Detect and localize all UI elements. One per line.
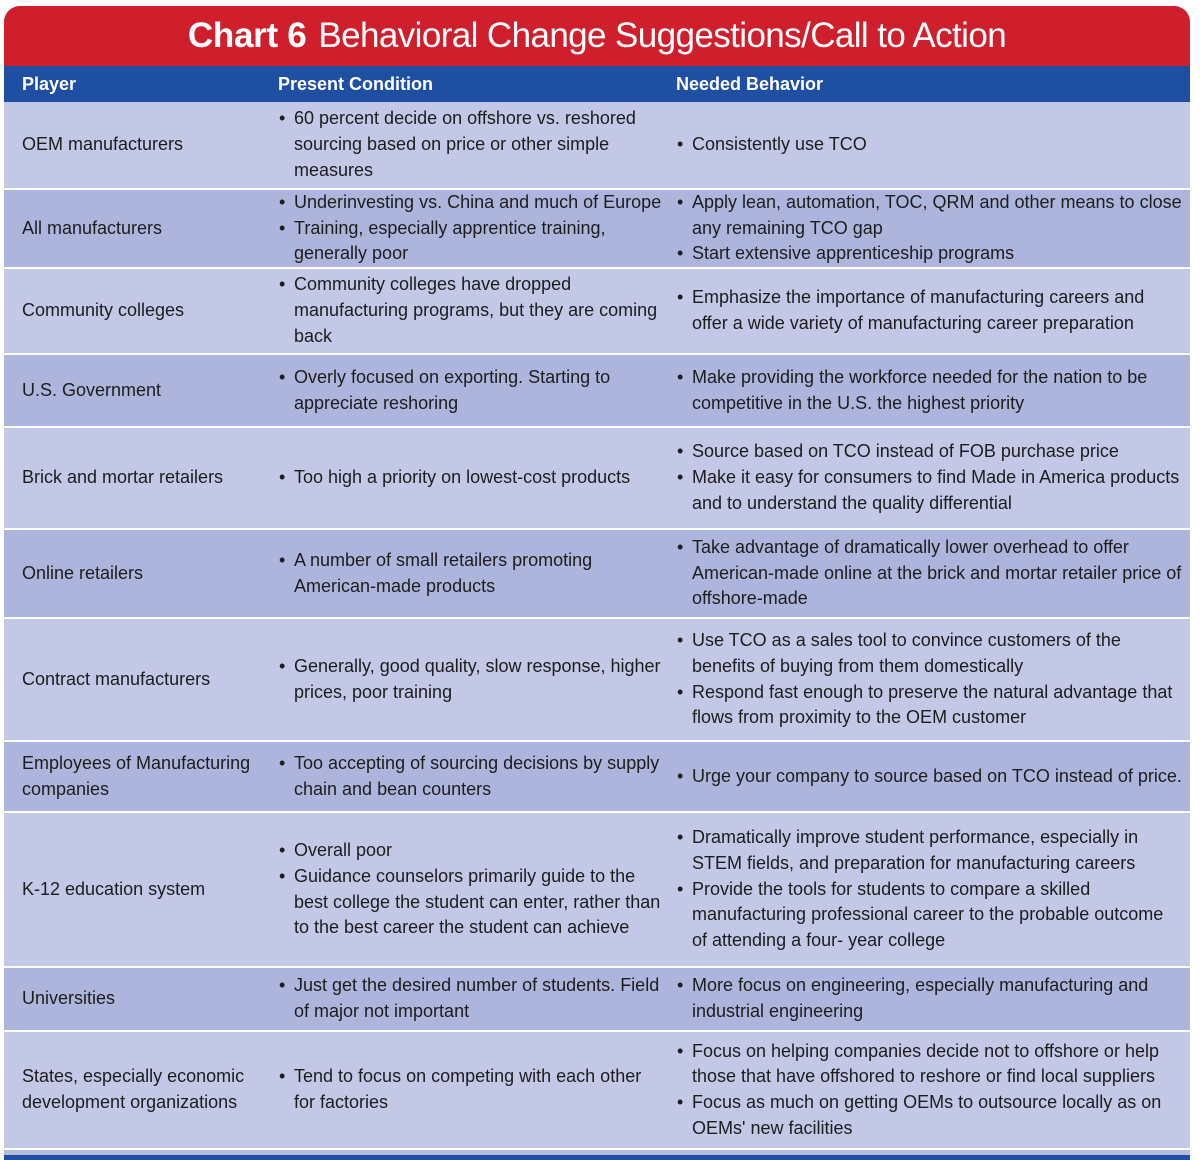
header-present-condition: Present Condition [278,73,434,94]
bullet-item: • Provide the tools for students to compare a skilled manufacturing professional career to the probable outcome of attending a four- year college [676,877,1182,954]
table-row [4,102,1190,190]
table-row [4,742,1190,813]
bullet-item: • Focus as much on getting OEMs to outsource locally as on OEMs' new facilities [676,1090,1182,1141]
present-condition-cell [266,1064,664,1115]
table-row [4,269,1190,355]
present-condition-cell [266,465,664,491]
bullet-item: • Guidance counselors primarily guide to the best college the student can enter, rather than to the best career the student can achieve [278,864,664,941]
needed-behavior-cell [664,285,1190,336]
bullet-item: • More focus on engineering, especially manufacturing and industrial engineering [676,973,1182,1024]
bullet-item: • Source based on TCO instead of FOB purchase price [676,439,1182,465]
present-condition-cell [266,838,664,941]
bullet-item: • Underinvesting vs. China and much of Europe [278,190,664,216]
player-cell: States, especially economic development organizations [22,1066,245,1112]
bullet-item: • Use TCO as a sales tool to convince customers of the benefits of buying from them domestically [676,628,1182,679]
player-cell: Community colleges [22,300,185,321]
player-cell: Universities [22,988,116,1009]
bullet-item: • Just get the desired number of students. Field of major not important [278,973,664,1024]
table-row [4,619,1190,742]
bullet-item: • Generally, good quality, slow response, higher prices, poor training [278,654,664,705]
present-condition-cell [266,654,664,705]
bullet-item: • A number of small retailers promoting American-made products [278,548,664,599]
needed-behavior-cell [664,973,1190,1024]
bullet-item: • Urge your company to source based on TCO instead of price. [676,764,1182,790]
table-row [4,355,1190,428]
player-cell: U.S. Government [22,379,162,400]
table-row [4,190,1190,269]
present-condition-cell [266,548,664,599]
needed-behavior-cell [664,628,1190,731]
bullet-item: • 60 percent decide on offshore vs. reshored sourcing based on price or other simple measures [278,106,664,183]
table-body [4,102,1190,1150]
player-cell: All manufacturers [22,217,163,238]
bullet-item: • Overall poor [278,838,664,864]
bullet-item: • Community colleges have dropped manufacturing programs, but they are coming back [278,272,664,349]
bullet-item: • Consistently use TCO [676,132,1182,158]
player-cell: Contract manufacturers [22,668,211,689]
bullet-item: • Make it easy for consumers to find Made in America products and to understand the quality differential [676,465,1182,516]
chart-frame [4,6,1190,1160]
bullet-item: • Too accepting of sourcing decisions by supply chain and bean counters [278,751,664,802]
present-condition-cell [266,751,664,802]
bullet-item: • Dramatically improve student performance, especially in STEM fields, and preparation for manufacturing careers [676,825,1182,876]
present-condition-cell [266,106,664,183]
bullet-item: • Training, especially apprentice training, generally poor [278,216,664,267]
bullet-item: • Emphasize the importance of manufacturing careers and offer a wide variety of manufacturing career preparation [676,285,1182,336]
player-cell: Employees of Manufacturing companies [22,752,251,799]
player-cell: Online retailers [22,562,144,583]
header-player: Player [22,73,77,94]
table-row [4,968,1190,1032]
player-cell: OEM manufacturers [22,134,184,155]
needed-behavior-cell [664,535,1190,612]
needed-behavior-cell [664,1039,1190,1142]
player-cell: K-12 education system [22,878,206,899]
bullet-item: • Start extensive apprenticeship programs [676,241,1182,267]
bullet-item: • Focus on helping companies decide not to offshore or help those that have offshored to reshore or find local suppliers [676,1039,1182,1090]
table-row [4,428,1190,530]
bullet-item: • Too high a priority on lowest-cost products [278,465,664,491]
table-row [4,530,1190,619]
bullet-item: • Take advantage of dramatically lower overhead to offer American-made online at the brick and mortar retailer price of offshore-made [676,535,1182,612]
needed-behavior-cell [664,132,1190,158]
needed-behavior-cell [664,190,1190,267]
present-condition-cell [266,272,664,349]
chart-number: Chart 6 [187,16,307,55]
needed-behavior-cell [664,825,1190,954]
header-needed-behavior: Needed Behavior [676,73,824,94]
present-condition-cell [266,973,664,1024]
bullet-item: • Overly focused on exporting. Starting to appreciate reshoring [278,365,664,416]
bottom-rule [4,1155,1190,1160]
table-header [4,66,1190,102]
needed-behavior-cell [664,365,1190,416]
player-cell: Brick and mortar retailers [22,467,224,488]
needed-behavior-cell [664,764,1190,790]
needed-behavior-cell [664,439,1190,516]
chart-title-bar [4,6,1190,66]
bullet-item: • Tend to focus on competing with each other for factories [278,1064,664,1115]
chart-title: Behavioral Change Suggestions/Call to Action [318,16,1007,55]
bullet-item: • Make providing the workforce needed for the nation to be competitive in the U.S. the highest priority [676,365,1182,416]
present-condition-cell [266,190,664,267]
present-condition-cell [266,365,664,416]
bullet-item: • Apply lean, automation, TOC, QRM and other means to close any remaining TCO gap [676,190,1182,241]
table-row [4,1032,1190,1150]
bullet-item: • Respond fast enough to preserve the natural advantage that flows from proximity to the OEM customer [676,680,1182,731]
table-row [4,813,1190,968]
